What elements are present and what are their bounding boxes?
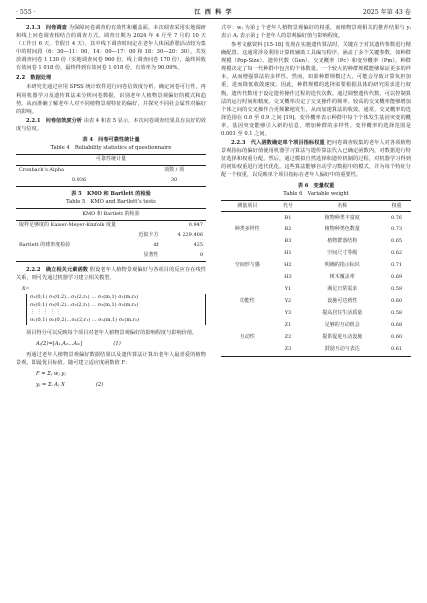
equation-1: Aⱼ(2)=[A₁,A₂…Aₘ] (1) [36, 341, 121, 347]
data-processing-paragraph: 本研究先通过应用 SPSS 统计软件进行问卷信效度分析，确定问卷可行性。再利用机器学习及遗传算法来分析问卷数据，识别老年人植物景观偏好的模式和趋势。从而准确了解老年人对不同植物景观特征的偏好，并探究不同社会属性对偏好的影响。 [16, 84, 206, 115]
weight-cell: 0.60 [390, 333, 403, 340]
volume-info: 2025 年第 43 卷 [362, 9, 411, 16]
name-cell: 空间尺寸等级 [327, 250, 358, 257]
name-cell: 明确的指示标识 [324, 262, 360, 269]
table5-chi-label: 近似卡方 [138, 231, 159, 238]
score-paragraph: 项目得分可以反映每个项目对老年人植物景观偏好的影响程度与影响价值。 [26, 329, 198, 336]
equation-2-line1: F = Σⱼ wⱼ yⱼ [36, 371, 66, 378]
table6-header: 代号 [273, 201, 302, 212]
weight-cell: 0.61 [390, 345, 403, 352]
code-cell: H3 [284, 274, 292, 281]
weight-cell: 0.68 [390, 321, 403, 328]
weight-cell: 0.69 [390, 274, 403, 281]
table4-value-alpha: 0.936 [71, 177, 87, 184]
weight-cell: 0.73 [390, 226, 403, 233]
matrix-row: σₙ(0,1) σₙ(0,2)…σₙ(2,r₁) … σₙ(m,1) σₙ(m,r₂) [30, 317, 140, 324]
code-cell: H2 [284, 262, 292, 269]
section-title-2-2-3: 2.2.3 代入函数确定单个项目指标权重 [231, 139, 325, 146]
table5-kmo-value: 0.947 [188, 221, 203, 228]
code-cell: Z2 [284, 333, 292, 340]
table6-header: 权重 [382, 201, 411, 212]
group-cell: 互动性 [239, 333, 255, 340]
table6-header: 测量项目 [221, 201, 273, 212]
matrix-row: ⋮ ⋮ ⋮ ⋮ ⋮ [30, 309, 62, 316]
name-cell: 植物群落结构 [327, 238, 358, 245]
table6-header: 名称 [302, 201, 382, 212]
validity-paragraph: 2.2.1 问卷信效度分析 由表 4 和表 5 显示，本次问卷调查结果具有良好的效度与信度。 [16, 117, 206, 132]
journal-name: 江 西 科 学 [194, 9, 233, 16]
weight-cell: 0.62 [390, 250, 403, 257]
table5-kmo-label: 取样足够度的 Kaiser-Meyer-Kmfolk 度量 [19, 221, 117, 228]
matrix-x [22, 286, 206, 325]
code-cell: Y1 [284, 286, 292, 293]
table5-caption: 表 5 KMO 和 Bartlett 的检验 [71, 191, 151, 198]
table4-caption-en: Table 4 Reliability statistics of questionnaire [50, 144, 172, 151]
formula-explanation: 式中：wⱼ 为第 j 个老年人植物景观偏好的权重，而植物景观相关的推荐结果与 yⱼ 表示 Aⱼ 表示第 j 个老年人的景观偏好值与影响程度。 [221, 25, 411, 40]
table6-caption: 表 6 变量权重 [297, 183, 335, 190]
weight-cell: 0.76 [390, 214, 403, 221]
table-row [221, 320, 411, 332]
table-row [221, 284, 411, 296]
weight-cell: 0.60 [390, 298, 403, 305]
table5-df-value: 425 [193, 242, 203, 248]
table-row [221, 212, 411, 224]
table-row [221, 248, 411, 260]
name-cell: 鼓励互动与表达 [324, 345, 360, 352]
name-cell: 设施可达到性 [327, 298, 358, 305]
table4-col1-header: Cronbach’s Alpha [19, 167, 65, 174]
table5-caption-en: Table 5 KMO and Bartlett’s tests [66, 199, 156, 206]
matrix-row: σ₂(0,1) σ₂(0,2)…σ₂(2,r₁) … σ₂(m,1) σ₂(m,r₂) [30, 301, 139, 308]
table5-group-header: KMO 和 Bartlett 的检验 [16, 209, 206, 220]
name-cell: 满足日常需求 [327, 286, 358, 293]
group-cell: 种类多样性 [234, 226, 260, 233]
code-cell: Z1 [284, 321, 292, 328]
code-cell: Y3 [284, 310, 292, 317]
code-cell: H1 [284, 250, 292, 257]
name-cell: 植物种类丰富度 [324, 214, 360, 221]
matrix-row: σ₁(0,1) σ₁(0,2)…σ₁(2,r₁) … σ₁(m,1) σ₁(m,r₂) [30, 293, 139, 300]
weight-cell: 0.71 [390, 262, 403, 269]
table5-sig-value: 0 [199, 252, 203, 259]
name-cell: 足够的互动机会 [324, 321, 360, 328]
name-cell: 树木覆盖率 [329, 274, 355, 281]
code-cell: B3 [284, 238, 292, 245]
table5-kmo-bartlett [16, 208, 206, 262]
table4-value-items: 30 [170, 177, 178, 184]
weight-cell: 0.65 [390, 238, 403, 245]
running-header [16, 8, 411, 19]
matrix-label: X= [22, 286, 30, 293]
section-title-2-1-3: 2.1.3 问卷调查 [26, 25, 67, 31]
group-cell: 功能性 [239, 298, 255, 305]
table5-sig-label: 显著性 [143, 252, 159, 259]
weight-cell: 0.58 [390, 310, 403, 317]
table5-bartlett-label: Bartlett 的球形度检验 [19, 242, 71, 248]
page-number: · 555 · [16, 9, 36, 16]
code-cell: Y2 [284, 298, 292, 305]
section-title-2-2-2: 2.2.2 确立相关元素函数 [26, 267, 89, 274]
code-cell: Z3 [284, 345, 292, 352]
section-title-2-2: 2.2 数据处理 [16, 75, 52, 82]
left-column [16, 24, 206, 392]
right-column [221, 24, 411, 357]
group-cell: 空间形与感 [234, 262, 260, 269]
table5-chi-value: 4 229.406 [177, 231, 203, 238]
equation-2-line2: yⱼ = Σᵢ Aⱼ X (2) [36, 382, 104, 389]
ga-params-paragraph: 参考文献资料 [15-18] 发现在实施遗传算法时，关键在于对其遗传参数进行精确配置。这通常涉及利用计算机辅助工具编写程序，涵盖了多个关键参数，如种群规模（Pop-Size）、遗传代数（Gen）、交叉概率（Pc）和变异概率（Pm）。种群规模决定了每一代种群中包含的个体数量。一个较大的种群规模能够保证更多的样本，从而增强算法的多样性。然而，如果种群规模过大，可能会导致计算负担加重，进而降低收敛速度。因此，种群规模的选择需要根据具体的研究需求进行权衡。遗传代数用于设定遗传操作过程的迭代次数。通过调整遗传代数，可以控制算法的运行时间和精度。交叉概率决定了交叉操作的频率。较高的交叉概率能够增加个体之间的交叉操作合更频繁地发生，从而加速算法的收敛。通常，交叉概率的选择范围在 0.6 至 0.9 之间 [19]。变异概率表示种群中每个个体发生基因突变的概率。基因突变能够引入新的信息，增加种群的多样性。变异概率的选择范围是 0.001 至 0.1 之间。 [221, 42, 411, 137]
table6-variable-weight [221, 200, 411, 356]
code-cell: B2 [284, 226, 292, 233]
section-title-2-2-1: 2.2.1 问卷信效度分析 [26, 117, 83, 124]
genetic-paragraph: 再通过老年人植物景观偏好数据结果以及遗传算法计算出老年人最喜爱的植物景观，即最优目标值。随可建立适应度函数值 F： [16, 352, 206, 367]
code-cell: B1 [284, 214, 292, 221]
table6-caption-en: Table 6 Variable weight [283, 191, 349, 198]
name-cell: 提高居住生活质量 [322, 310, 363, 317]
table5-df-label: df [153, 242, 159, 248]
name-cell: 提供促进互动设施 [322, 333, 363, 340]
name-cell: 植物种类色数量 [324, 226, 360, 233]
table4-group-header: 可靠性统计量 [16, 154, 206, 165]
table4-reliability [16, 154, 206, 187]
function-paragraph: 2.2.2 确立相关元素函数 假设老年人植物景观偏好与各项目的反应存在线性关系，则可先通过机器学习建立相关模型。 [16, 267, 206, 282]
weight-cell: 0.59 [390, 286, 403, 293]
table4-caption: 表 4 问卷可靠性统计量 [82, 136, 140, 143]
survey-paragraph: 2.1.3 问卷调查 为保障问卷调查的有效性和覆盖面，本次调查采用实地调研和线上问卷调查相结合的调查方式。调查日期为 2024 年 4 月至 7 月的 10 天（工作日 6 天、节假日 4 天），其中线下调查时间定在老年人体闲游憩活动较为集中的时间段（6：30—11：00、14：00—17：00 和 18：30—20：30）。共发放调查问卷 1 130 份（实地调查问卷 960 份，线上调查问卷 170 份），最终回收有效问卷 1 018 份，最终得到有效问卷 1 018 份，有效率为 90.09%。 [16, 25, 206, 72]
weight-paragraph: 2.2.3 代入函数确定单个项目指标权重 把问卷调查收集的老年人对各项植物景观指标的偏好值使用机器学习算法与遗传算法代入已确定函数内，对数据进行特征选择和权重分配。然后，通过模拟自然选择和遗传机制的过程，对机器学习得到的初始权重进行选代优化。这些算法能够自动学习数据中的模式，并为每个特征分配一个权重，以反映单个项目指标在老年人偏好中的重要性。 [221, 139, 411, 179]
table4-col2-header: 项数 / 项 [164, 167, 184, 174]
